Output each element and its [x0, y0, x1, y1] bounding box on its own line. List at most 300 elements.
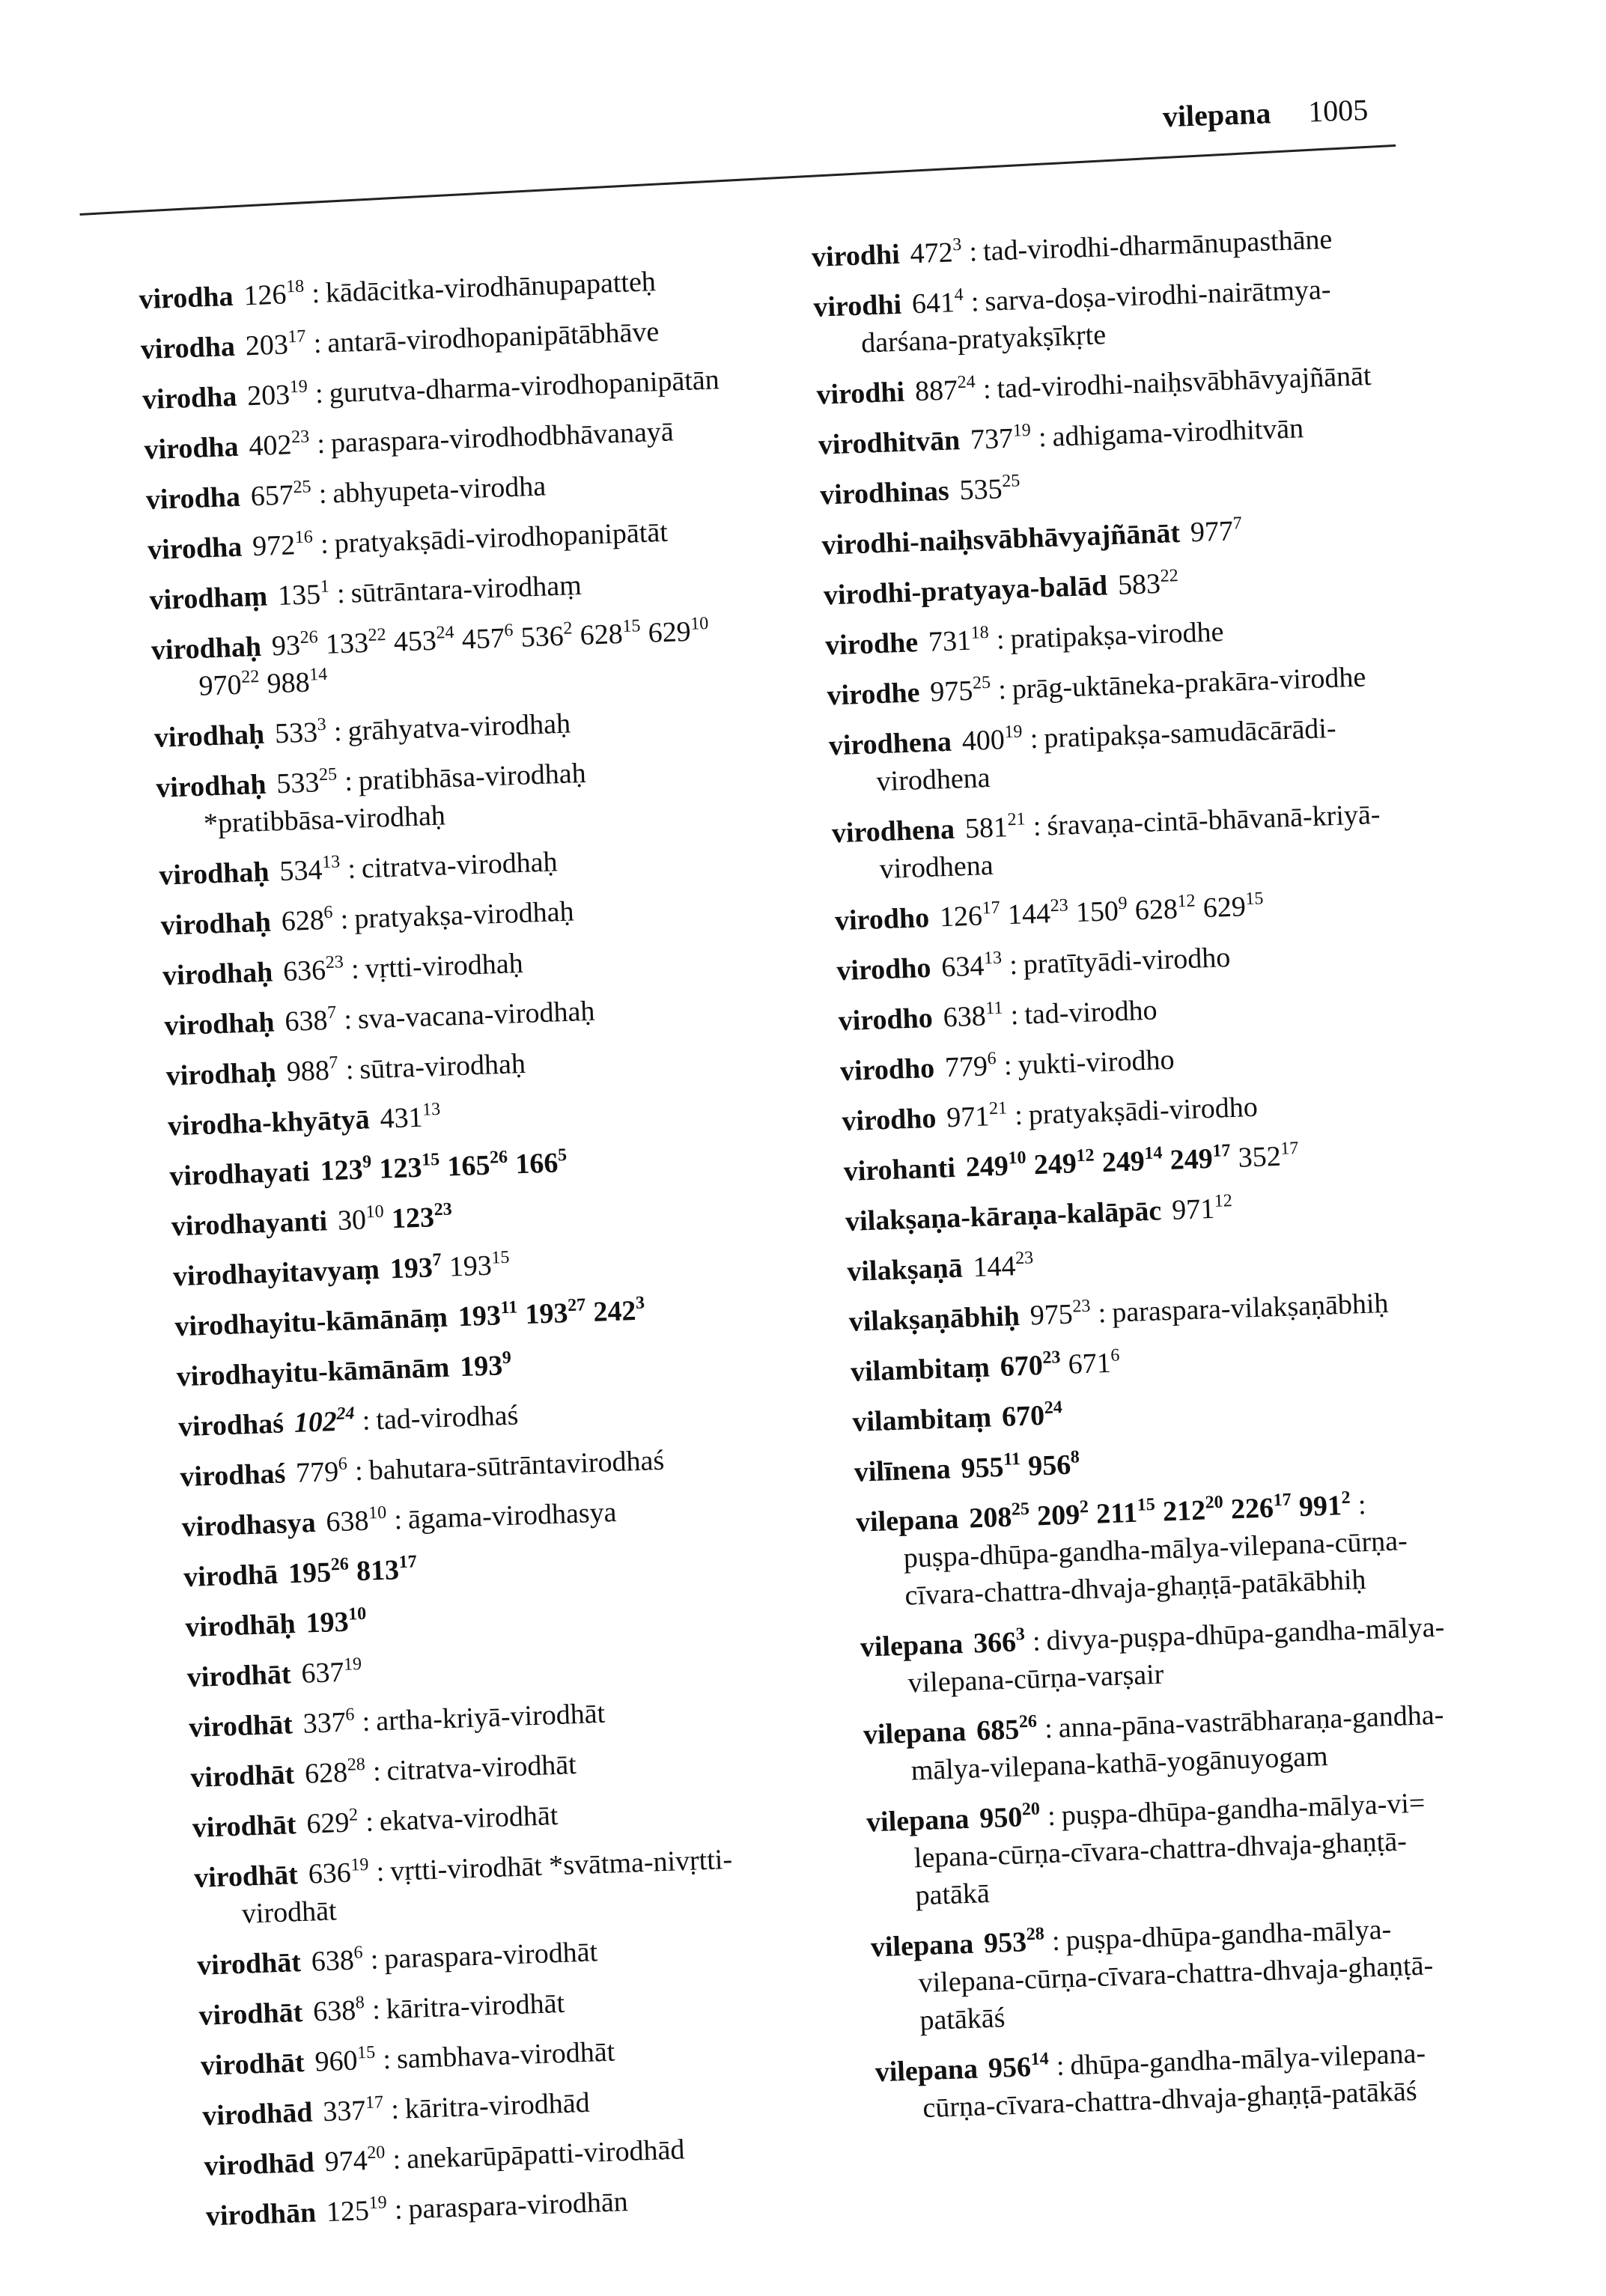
line-number: 17	[1273, 1490, 1292, 1511]
entry-context: grāhyatva-virodhaḥ	[347, 707, 571, 747]
page-number: 988	[266, 666, 311, 700]
entry-context: lepana-cūrṇa-cīvara-chattra-dhvaja-ghaṇṭā-	[913, 1825, 1408, 1875]
line-number: 3	[635, 1293, 645, 1313]
page-number: 533	[274, 716, 318, 750]
index-entry	[147, 509, 791, 569]
entry-headword: virodhena	[828, 725, 952, 762]
index-entry	[164, 985, 809, 1045]
entry-headword: virodhāt	[188, 1708, 293, 1744]
page-number: 400	[961, 724, 1006, 758]
index-entry	[811, 215, 1485, 275]
page-reference	[520, 620, 573, 653]
index-entry	[816, 353, 1491, 413]
index-entry	[144, 409, 788, 469]
page-number: 779	[295, 1455, 339, 1489]
entry-headword: virodha	[147, 531, 243, 567]
page-number: 195	[288, 1556, 332, 1590]
entry-headword: virodhayitu-kāmānām	[176, 1351, 450, 1393]
index-entry	[150, 609, 797, 707]
gloss-separator: :	[382, 2043, 392, 2076]
gloss-separator: :	[970, 286, 980, 318]
line-number: 28	[347, 1754, 366, 1775]
line-number: 9	[1118, 893, 1128, 914]
index-entry	[842, 1080, 1516, 1140]
page-number: 953	[983, 1926, 1027, 1960]
line-number: 4	[954, 284, 964, 305]
index-entry	[824, 603, 1499, 664]
entry-context: cūrṇa-cīvara-chattra-dhvaja-ghaṇṭā-patākāś	[922, 2075, 1418, 2125]
entry-headword: virodhaḥ	[150, 630, 262, 666]
entry-context: sūtrāntara-virodhaṃ	[350, 569, 583, 609]
entry-headword: vilakṣaṇābhiḥ	[848, 1300, 1021, 1338]
line-number: 20	[1021, 1799, 1041, 1820]
page-number: 133	[325, 627, 369, 660]
index-entry	[843, 1130, 1518, 1190]
page-reference	[988, 2050, 1049, 2084]
page-number: 534	[279, 854, 323, 888]
page-reference	[312, 1994, 365, 2027]
entry-context: tad-virodho	[1023, 994, 1158, 1031]
page-number: 193	[448, 1249, 493, 1283]
page-number: 991	[1298, 1490, 1342, 1523]
gloss-separator: :	[393, 1503, 403, 1536]
page-number: 581	[964, 811, 1009, 845]
page-reference	[277, 576, 330, 612]
index-column-right	[811, 215, 1551, 2141]
page-number: 634	[940, 950, 985, 984]
page-reference	[961, 1451, 1021, 1485]
page-reference	[295, 1456, 347, 1489]
index-entry	[813, 265, 1489, 363]
page-number: 971	[1171, 1193, 1215, 1226]
index-entry	[852, 1380, 1527, 1441]
page-reference	[1171, 1193, 1232, 1226]
index-entry	[171, 1186, 815, 1246]
entry-headword: virodha-khyātyā	[167, 1103, 371, 1142]
index-entry	[854, 1430, 1528, 1490]
page-number: 638	[312, 1994, 356, 2028]
page-number: 670	[1001, 1399, 1045, 1433]
page-number: 628	[281, 904, 325, 938]
index-entry	[174, 1285, 819, 1345]
line-number: 13	[983, 948, 1003, 969]
entry-headword: virodhaḥ	[165, 1056, 277, 1092]
entry-headword: virodha	[145, 481, 241, 517]
line-number: 18	[970, 622, 990, 643]
line-number: 22	[1160, 566, 1179, 586]
page-number: 950	[979, 1801, 1023, 1835]
line-number: 19	[1003, 722, 1023, 743]
page-number: 102	[293, 1405, 338, 1439]
gloss-separator: :	[1029, 722, 1039, 755]
index-entry	[169, 1136, 814, 1196]
page-reference	[1036, 1496, 1089, 1532]
line-number: 3	[1015, 1624, 1026, 1645]
index-entry	[172, 1235, 817, 1295]
page-number: 203	[246, 379, 291, 412]
page-reference	[356, 1553, 417, 1587]
entry-context: abhyupeta-virodha	[332, 470, 547, 510]
entry-context: pratyakṣādi-virodho	[1028, 1091, 1259, 1131]
index-entry	[159, 835, 803, 895]
page-reference	[1162, 1494, 1223, 1528]
page-reference	[911, 284, 964, 320]
gloss-separator: :	[996, 624, 1006, 656]
page-number: 337	[322, 2095, 367, 2128]
page-reference	[320, 1154, 372, 1187]
page-reference	[293, 1405, 355, 1439]
gloss-separator: :	[394, 2193, 404, 2226]
index-entry	[192, 1787, 836, 1847]
entry-context: adhigama-virodhitvān	[1051, 412, 1304, 453]
page-number: 144	[1007, 898, 1051, 931]
line-number: 23	[325, 952, 344, 973]
index-entry	[140, 308, 785, 368]
page-reference	[983, 1925, 1044, 1959]
index-entry	[165, 1035, 810, 1095]
entry-headword: virodhi	[815, 376, 905, 411]
entry-headword: vilepana	[855, 1503, 960, 1538]
page-reference	[1027, 1449, 1080, 1482]
line-number: 17	[287, 326, 306, 347]
page-reference	[245, 326, 306, 362]
page-number: 453	[393, 624, 437, 658]
gloss-separator: :	[1003, 1050, 1013, 1082]
line-number: 25	[1011, 1499, 1030, 1520]
page-reference	[515, 1147, 568, 1180]
entry-headword: virodhaḥ	[153, 718, 265, 754]
entry-headword: vilepana	[875, 2053, 979, 2089]
index-entry	[875, 2030, 1551, 2128]
index-entry	[831, 791, 1507, 889]
entry-headword: virodhaḥ	[158, 856, 270, 892]
page-reference	[393, 624, 454, 658]
entry-context: cīvara-chattra-dhvaja-ghaṇṭā-patākābhiḥ	[904, 1564, 1367, 1612]
entry-context: patākā	[914, 1877, 991, 1912]
index-entry	[839, 1029, 1514, 1090]
line-number: 8	[355, 1993, 365, 2013]
line-number: 24	[436, 622, 454, 643]
line-number: 15	[421, 1149, 440, 1170]
gloss-separator: :	[1056, 2050, 1065, 2082]
index-entry	[838, 979, 1512, 1040]
line-number: 26	[1018, 1711, 1038, 1732]
page-number: 249	[965, 1150, 1009, 1184]
entry-headword: virodho	[834, 901, 930, 937]
line-number: 22	[368, 625, 386, 645]
entry-context: tad-virodhi-dharmānupasthāne	[982, 223, 1333, 267]
page-reference	[580, 618, 641, 651]
page-number: 975	[1029, 1298, 1074, 1332]
index-entry	[827, 654, 1501, 714]
gloss-separator: :	[311, 277, 320, 310]
entry-context: āgama-virodhasya	[407, 1496, 618, 1535]
page-reference	[243, 278, 305, 312]
line-number: 15	[1137, 1494, 1156, 1515]
entry-context: antarā-virodhopanipātābhāve	[326, 316, 660, 359]
page-number: 249	[1101, 1145, 1146, 1179]
line-number: 14	[1143, 1143, 1163, 1164]
page-number: 144	[972, 1250, 1017, 1284]
page-number: 636	[282, 954, 326, 988]
line-number: 6	[987, 1048, 997, 1069]
gloss-separator: :	[982, 373, 992, 405]
page-reference	[267, 666, 328, 700]
entry-context: citratva-virodhaḥ	[361, 846, 559, 885]
index-entry	[866, 1780, 1543, 1916]
page-reference	[909, 234, 962, 270]
page-reference	[389, 1249, 442, 1285]
gloss-separator: :	[1009, 948, 1018, 981]
page-number: 193	[524, 1297, 569, 1331]
entry-context: bahutara-sūtrāntavirodhaś	[368, 1444, 665, 1487]
entry-context: anna-pāna-vastrābharaṇa-gandha-	[1057, 1699, 1444, 1744]
gloss-separator: :	[318, 478, 328, 511]
line-number: 13	[422, 1099, 441, 1120]
gloss-separator: :	[354, 1455, 364, 1487]
page-reference	[324, 2144, 386, 2178]
gloss-separator: :	[370, 1943, 380, 1976]
entry-headword: virodho	[836, 951, 932, 987]
line-number: 7	[326, 1002, 337, 1023]
page-number: 657	[250, 479, 294, 513]
entry-context: divya-puṣpa-dhūpa-gandha-mālya-	[1045, 1611, 1445, 1657]
gloss-separator: :	[1047, 1800, 1056, 1833]
page-number: 628	[304, 1756, 348, 1790]
page-reference	[969, 1501, 1030, 1535]
page-number: 165	[446, 1149, 491, 1183]
entry-context: virodhena	[878, 849, 994, 886]
page-reference	[274, 716, 326, 749]
entry-context: paraspara-vilakṣaṇābhiḥ	[1111, 1287, 1390, 1329]
page-number: 956	[988, 2051, 1032, 2085]
line-number: 21	[1007, 809, 1026, 830]
index-entry	[160, 885, 805, 945]
page-reference	[964, 811, 1026, 844]
entry-headword: virodho	[841, 1102, 937, 1138]
index-entry	[196, 1925, 841, 1985]
page-number: 193	[457, 1300, 502, 1333]
index-entry	[200, 2025, 845, 2085]
entry-headword: virodhāt	[198, 1997, 303, 2032]
line-number: 11	[1003, 1449, 1021, 1470]
page-number: 685	[976, 1714, 1020, 1747]
index-entry	[204, 2125, 848, 2185]
entry-headword: virodhi-naiḥsvābhāvyajñānāt	[821, 517, 1181, 561]
entry-headword: vilepana	[863, 1715, 967, 1751]
page-number: 887	[914, 374, 958, 408]
entry-context: prāg-uktāneka-prakāra-virodhe	[1012, 661, 1366, 705]
entry-headword: vilīnena	[854, 1453, 952, 1488]
entry-headword: virodhaś	[177, 1407, 285, 1443]
page-reference	[391, 1201, 452, 1234]
line-number: 23	[1041, 1348, 1061, 1368]
entry-headword: virodha	[140, 330, 236, 366]
entry-headword: virodhā	[183, 1558, 279, 1594]
page-number: 638	[942, 1000, 987, 1034]
entry-headword: virodhād	[203, 2146, 315, 2182]
gloss-separator: :	[1032, 1625, 1041, 1657]
line-number: 6	[338, 1454, 348, 1474]
index-entry	[850, 1330, 1524, 1391]
line-number: 15	[356, 2042, 376, 2063]
page-number: 637	[300, 1656, 345, 1690]
entry-headword: virodhena	[831, 813, 955, 850]
line-number: 3	[317, 714, 327, 735]
page-number: 209	[1036, 1499, 1080, 1532]
entry-headword: virodhaḥ	[155, 768, 267, 804]
page-reference	[380, 1101, 441, 1135]
page-number: 431	[379, 1101, 424, 1135]
page-number: 956	[1027, 1449, 1071, 1482]
line-number: 1	[320, 576, 330, 597]
gloss-separator: :	[365, 1806, 374, 1838]
entry-headword: virodhāt	[186, 1658, 292, 1694]
entry-context: darśana-pratyakṣīkṛte	[860, 319, 1107, 359]
page-reference	[311, 1944, 363, 1977]
entry-context: śravaṇa-cintā-bhāvanā-kriyā-	[1046, 798, 1381, 842]
page-reference	[1000, 1349, 1061, 1383]
entry-context: sambhava-virodhāt	[396, 2035, 615, 2075]
page-reference	[448, 1249, 510, 1283]
page-reference	[1075, 895, 1128, 928]
page-number: 629	[305, 1806, 350, 1840]
page-number: 533	[276, 767, 320, 800]
index-entry	[180, 1436, 824, 1496]
entry-context: virodhāt	[241, 1895, 338, 1930]
page-reference	[939, 900, 1000, 934]
entry-headword: virodhitvān	[818, 424, 961, 461]
index-entry	[819, 453, 1494, 514]
entry-context: vṛtti-virodhaḥ	[364, 947, 524, 985]
page-reference	[944, 1050, 997, 1083]
entry-headword: virodha	[142, 380, 237, 416]
running-head	[1162, 92, 1369, 135]
index-entry	[145, 459, 790, 519]
page-reference	[288, 1556, 349, 1590]
page-reference	[457, 1299, 518, 1333]
entry-context: dhūpa-gandha-mālya-vilepana-	[1069, 2037, 1426, 2082]
entry-context: puṣpa-dhūpa-gandha-mālya-	[1065, 1913, 1392, 1957]
page-number: 226	[1230, 1492, 1274, 1526]
entry-context: pratipakṣa-virodhe	[1009, 615, 1224, 655]
gloss-separator: :	[1010, 999, 1020, 1032]
gloss-separator: :	[314, 377, 324, 410]
gloss-separator: :	[313, 327, 323, 360]
entry-context: anekarūpāpatti-virodhād	[406, 2134, 686, 2175]
line-number: 25	[318, 764, 338, 785]
page-number: 123	[319, 1154, 364, 1187]
line-number: 20	[366, 2143, 386, 2163]
page-number: 638	[311, 1944, 355, 1978]
gloss-separator: :	[392, 2143, 401, 2175]
entry-context: virodhena	[875, 761, 991, 798]
line-number: 11	[985, 998, 1003, 1019]
index-entry	[201, 2075, 846, 2135]
page-reference	[1298, 1487, 1351, 1523]
index-entry	[153, 697, 798, 757]
line-number: 23	[1071, 1296, 1091, 1317]
entry-headword: virodhāt	[192, 1809, 297, 1844]
gloss-separator: :	[350, 953, 360, 985]
entry-context: pratītyādi-virodho	[1023, 941, 1231, 981]
index-entry	[855, 1480, 1533, 1616]
line-number: 10	[365, 1202, 385, 1222]
index-entry	[823, 553, 1497, 614]
index-entry	[847, 1230, 1521, 1291]
entry-headword: virodhi	[811, 238, 901, 273]
entry-headword: virodhaḥ	[160, 906, 272, 942]
page-number: 629	[647, 615, 692, 649]
page-number: 737	[970, 422, 1014, 456]
line-number: 5	[557, 1145, 568, 1166]
entry-headword: virodhāt	[189, 1758, 295, 1794]
entry-context: paraspara-virodhodbhāvanayā	[330, 415, 675, 460]
entry-context: pratibhāsa-virodhaḥ	[358, 757, 587, 797]
page-reference	[284, 1002, 337, 1038]
line-number: 24	[336, 1404, 355, 1424]
index-entry	[142, 359, 786, 418]
entry-context: kādācitka-virodhānupapatteḥ	[325, 266, 657, 309]
line-number: 23	[1015, 1248, 1034, 1269]
page-number: 960	[314, 2044, 359, 2078]
page-reference	[1033, 1147, 1095, 1181]
line-number: 16	[294, 527, 314, 548]
page-reference	[279, 853, 341, 887]
line-number: 17	[398, 1552, 418, 1573]
page-number: 352	[1237, 1140, 1282, 1174]
gloss-separator: :	[347, 853, 356, 885]
page-number: 1005	[1307, 92, 1369, 129]
page-number: 93	[271, 630, 301, 663]
line-number: 2	[1079, 1496, 1089, 1517]
line-number: 19	[350, 1854, 369, 1875]
page-reference	[1101, 1145, 1163, 1178]
page-reference	[1230, 1492, 1292, 1526]
page-reference	[959, 472, 1021, 506]
index-entry	[181, 1486, 826, 1546]
page-number: 535	[958, 473, 1003, 507]
entry-headword: virodhaṃ	[148, 580, 268, 616]
line-number: 7	[431, 1249, 442, 1270]
entry-headword: virodhayati	[168, 1156, 311, 1193]
line-number: 2	[348, 1805, 359, 1825]
page-number: 366	[973, 1626, 1017, 1660]
line-number: 25	[972, 672, 991, 693]
index-entry	[870, 1905, 1548, 2041]
line-number: 28	[1026, 1924, 1045, 1945]
index-entry	[848, 1280, 1523, 1341]
page-reference	[1001, 1399, 1062, 1433]
page-number: 249	[1169, 1142, 1214, 1176]
line-number: 19	[343, 1654, 362, 1675]
entry-headword: virodhinas	[819, 475, 950, 511]
line-number: 18	[285, 276, 305, 297]
line-number: 17	[1280, 1138, 1299, 1159]
gloss-separator: :	[344, 765, 353, 798]
entry-headword: vilepana	[870, 1928, 974, 1964]
gloss-separator: :	[1098, 1297, 1107, 1330]
line-number: 12	[1076, 1145, 1095, 1166]
index-entry	[198, 1975, 843, 2035]
index-entry	[162, 935, 806, 995]
line-number: 20	[1205, 1492, 1224, 1513]
gloss-separator: :	[390, 2093, 400, 2125]
entry-context: sūtra-virodhaḥ	[359, 1047, 526, 1085]
index-entry	[167, 1085, 812, 1145]
page-reference	[973, 1249, 1034, 1283]
entry-headword: virodhayitavyaṃ	[172, 1253, 380, 1293]
